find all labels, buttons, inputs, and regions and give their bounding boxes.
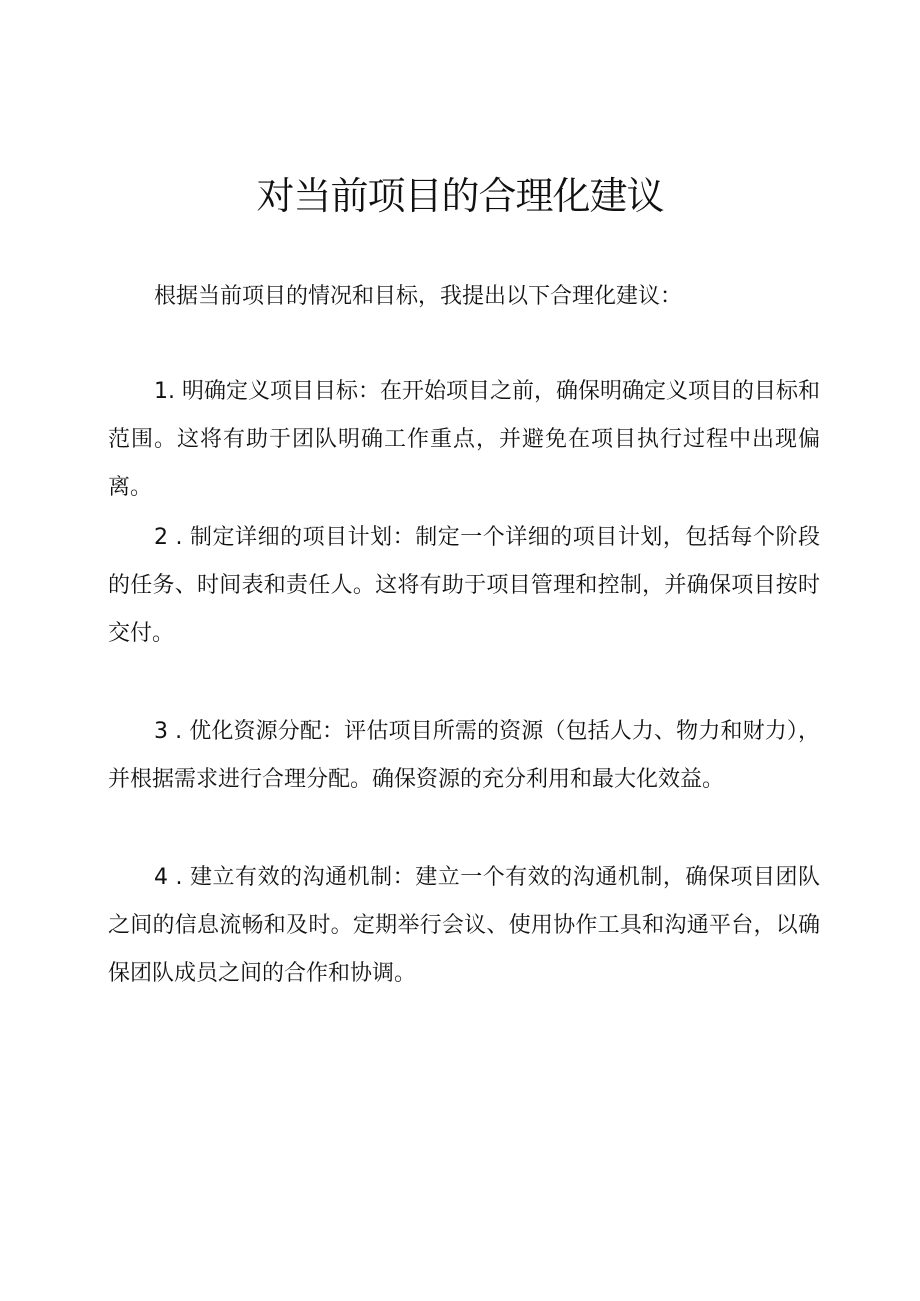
item-number: 1.: [154, 379, 182, 404]
item-text: 制定详细的项目计划：制定一个详细的项目计划，包括每个阶段的任务、时间表和责任人。这将有助于项目管理和控制，并确保项目按时交付。: [108, 525, 820, 646]
suggestion-item-1: [108, 368, 820, 512]
suggestion-item-4: [108, 854, 820, 998]
intro-paragraph: 根据当前项目的情况和目标，我提出以下合理化建议：: [154, 284, 683, 309]
item-text: 优化资源分配：评估项目所需的资源（包括人力、物力和财力），并根据需求进行合理分配。确保资源的充分利用和最大化效益。: [108, 719, 820, 792]
item-text: 建立有效的沟通机制：建立一个有效的沟通机制，确保项目团队之间的信息流畅和及时。定期举行会议、使用协作工具和沟通平台，以确保团队成员之间的合作和协调。: [108, 865, 820, 986]
item-number: 3 .: [154, 719, 190, 744]
suggestion-item-2: [108, 514, 820, 658]
item-number: 4 .: [154, 865, 191, 890]
document-title: 对当前项目的合理化建议: [256, 174, 664, 218]
item-number: 2 .: [154, 525, 191, 550]
suggestion-item-3: [108, 708, 820, 804]
item-text: 明确定义项目目标：在开始项目之前，确保明确定义项目的目标和范围。这将有助于团队明确工作重点，并避免在项目执行过程中出现偏离。: [108, 379, 820, 500]
